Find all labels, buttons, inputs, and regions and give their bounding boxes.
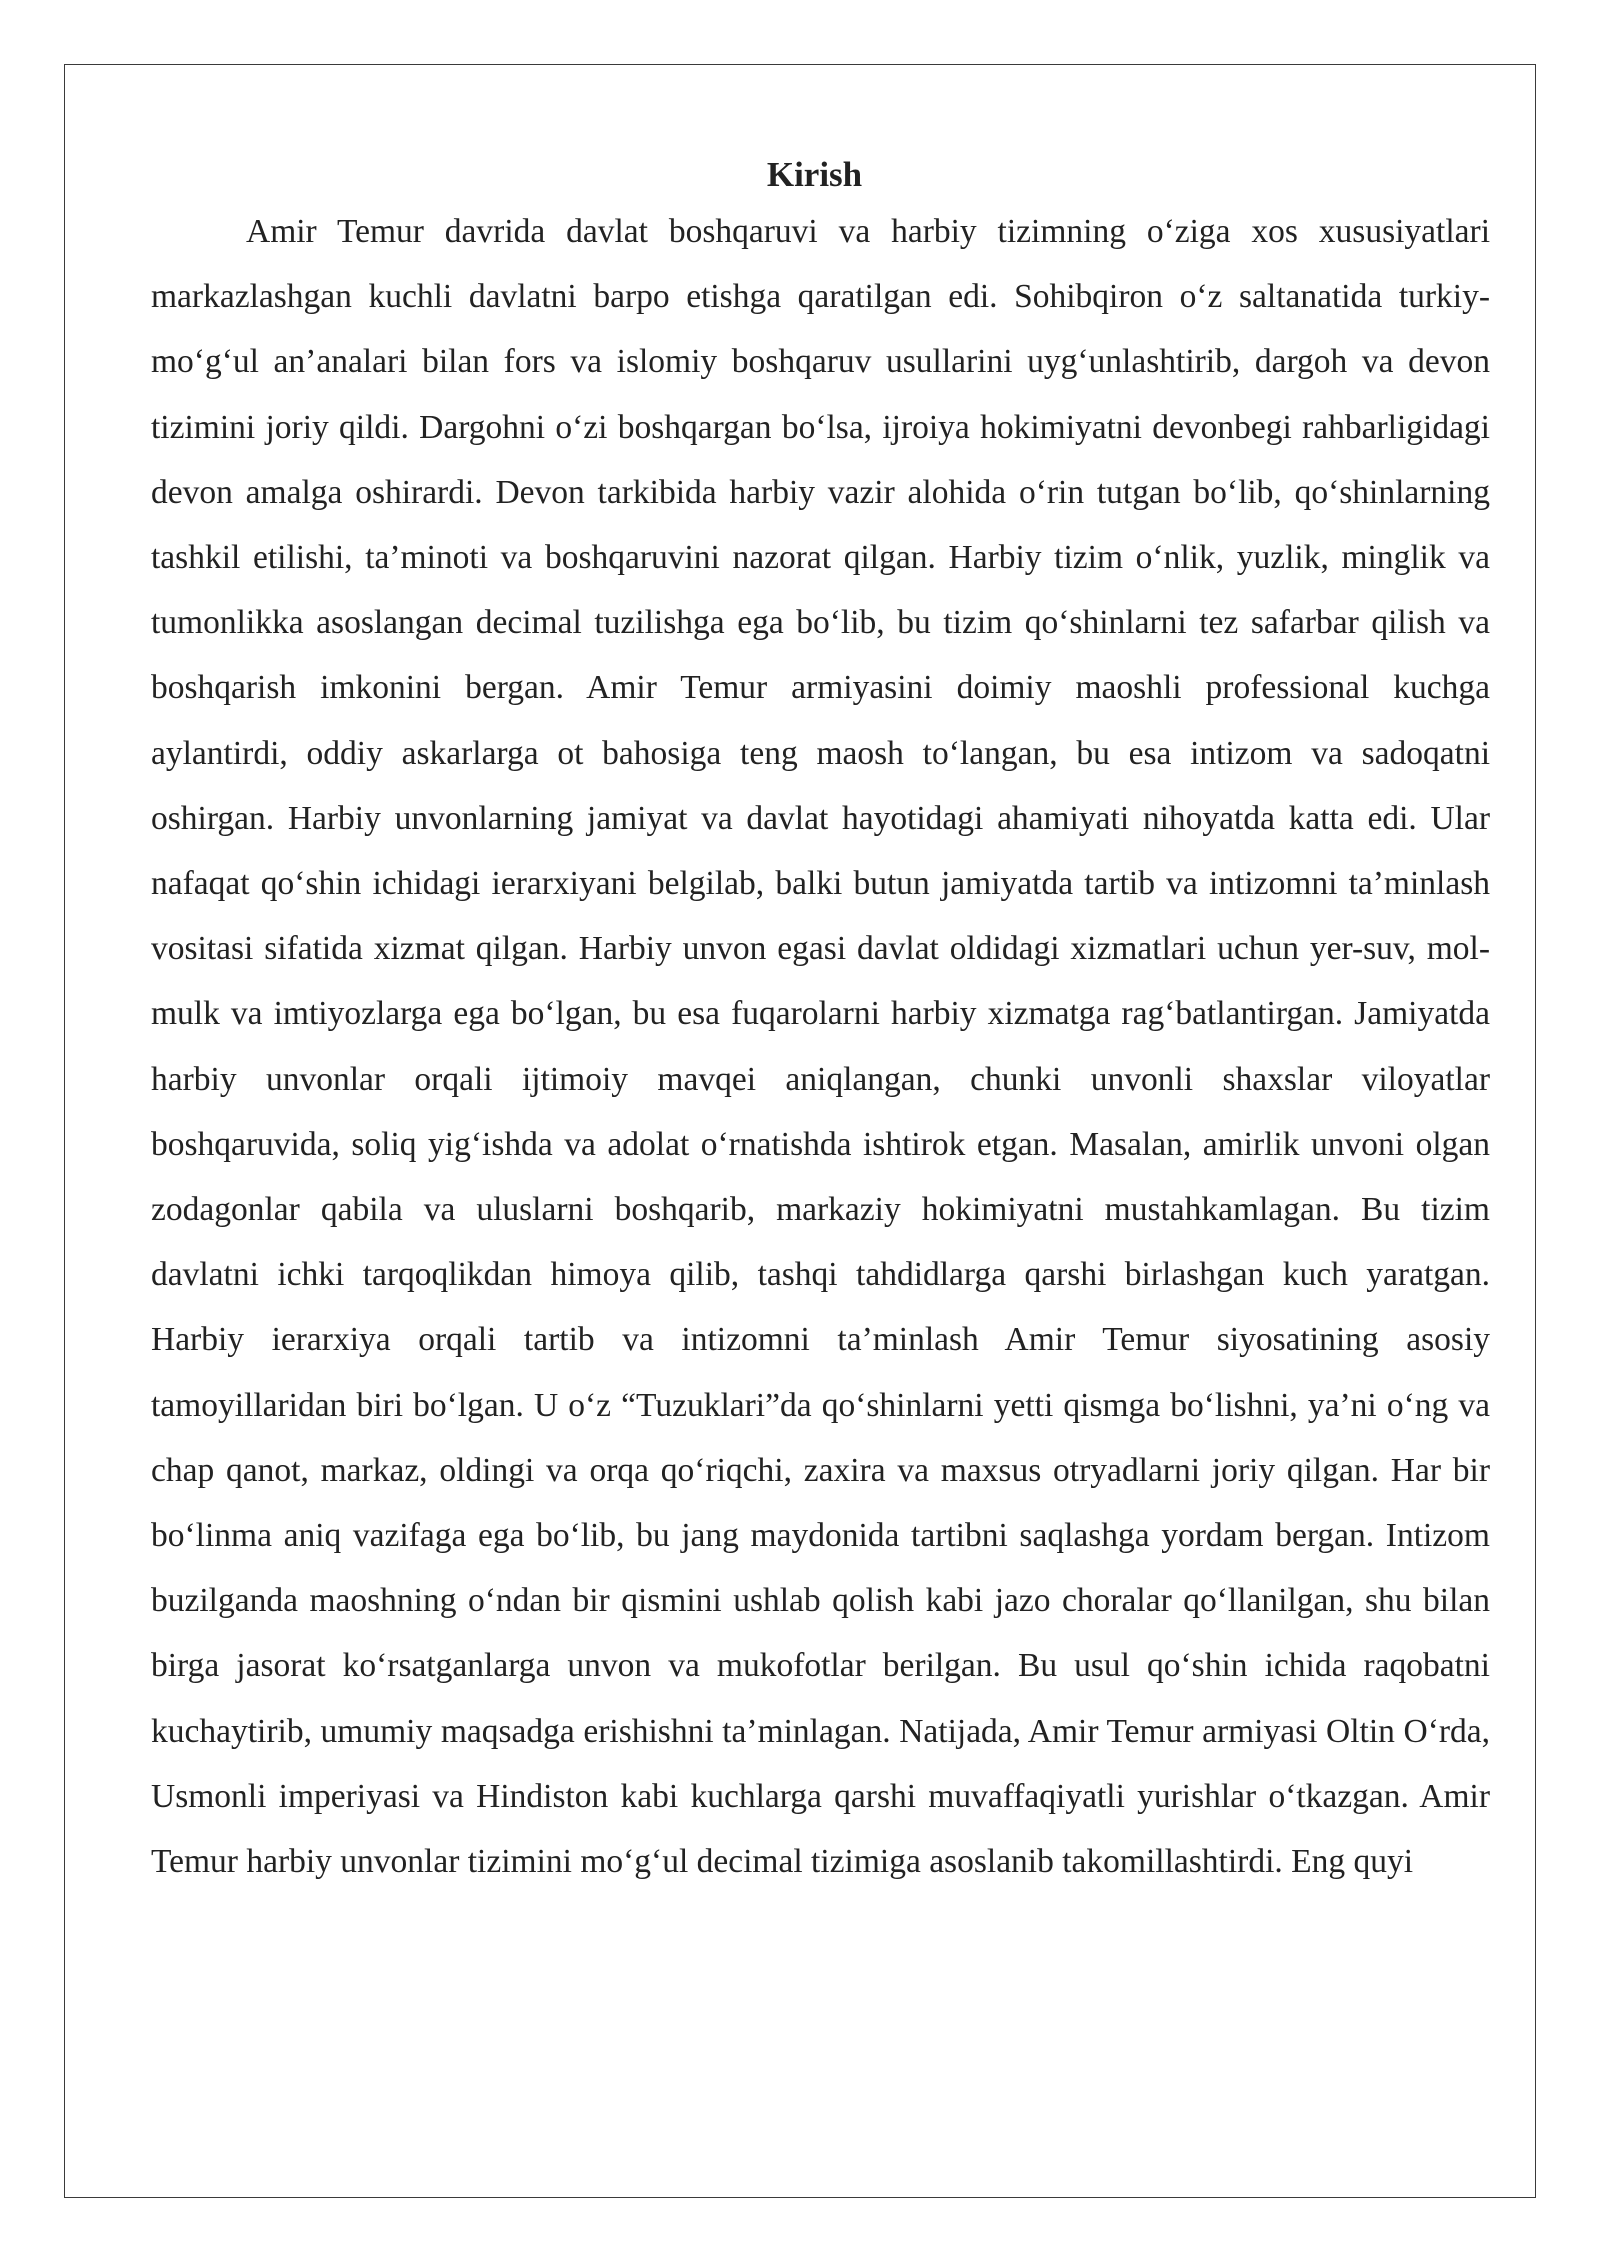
document-content	[151, 138, 1490, 1894]
document-title: Kirish	[766, 155, 863, 194]
document-body-paragraph: Amir Temur davrida davlat boshqaruvi va harbiy tizimning o‘ziga xos xususiyatlari markazlashgan kuchli davlatni barpo etishga qaratilgan edi. Sohibqiron o‘z saltanatida turkiy-mo‘g‘ul an’analari bilan fors va islomiy boshqaruv usullarini uyg‘unlashtirib, dargoh va devon tizimini joriy qildi. Dargohni o‘zi boshqargan bo‘lsa, ijroiya hokimiyatni devonbegi rahbarligidagi devon amalga oshirardi. Devon tarkibida harbiy vazir alohida o‘rin tutgan bo‘lib, qo‘shinlarning tashkil etilishi, ta’minoti va boshqaruvini nazorat qilgan. Harbiy tizim o‘nlik, yuzlik, minglik va tumonlikka asoslangan decimal tuzilishga ega bo‘lib, bu tizim qo‘shinlarni tez safarbar qilish va boshqarish imkonini bergan. Amir Temur armiyasini doimiy maoshli professional kuchga aylantirdi, oddiy askarlarga ot bahosiga teng maosh to‘langan, bu esa intizom va sadoqatni oshirgan. Harbiy unvonlarning jamiyat va davlat hayotidagi ahamiyati nihoyatda katta edi. Ular nafaqat qo‘shin ichidagi ierarxiyani belgilab, balki butun jamiyatda tartib va intizomni ta’minlash vositasi sifatida xizmat qilgan. Harbiy unvon egasi davlat oldidagi xizmatlari uchun yer-suv, mol-mulk va imtiyozlarga ega bo‘lgan, bu esa fuqarolarni harbiy xizmatga rag‘batlantirgan. Jamiyatda harbiy unvonlar orqali ijtimoiy mavqei aniqlangan, chunki unvonli shaxslar viloyatlar boshqaruvida, soliq yig‘ishda va adolat o‘rnatishda ishtirok etgan. Masalan, amirlik unvoni olgan zodagonlar qabila va uluslarni boshqarib, markaziy hokimiyatni mustahkamlagan. Bu tizim davlatni ichki tarqoqlikdan himoya qilib, tashqi tahdidlarga qarshi birlashgan kuch yaratgan. Harbiy ierarxiya orqali tartib va intizomni ta’minlash Amir Temur siyosatining asosiy tamoyillaridan biri bo‘lgan. U o‘z “Tuzuklari”da qo‘shinlarni yetti qismga bo‘lishni, ya’ni o‘ng va chap qanot, markaz, oldingi va orqa qo‘riqchi, zaxira va maxsus otryadlarni joriy qilgan. Har bir bo‘linma aniq vazifaga ega bo‘lib, bu jang maydonida tartibni saqlashga yordam bergan. Intizom buzilganda maoshning o‘ndan bir qismini ushlab qolish kabi jazo choralar qo‘llanilgan, shu bilan birga jasorat ko‘rsatganlarga unvon va mukofotlar berilgan. Bu usul qo‘shin ichida raqobatni kuchaytirib, umumiy maqsadga erishishni ta’minlagan. Natijada, Amir Temur armiyasi Oltin O‘rda, Usmonli imperiyasi va Hindiston kabi kuchlarga qarshi muvaffaqiyatli yurishlar o‘tkazgan. Amir Temur harbiy unvonlar tizimini mo‘g‘ul decimal tizimiga asoslanib takomillashtirdi. Eng quyi	[151, 213, 1490, 1881]
